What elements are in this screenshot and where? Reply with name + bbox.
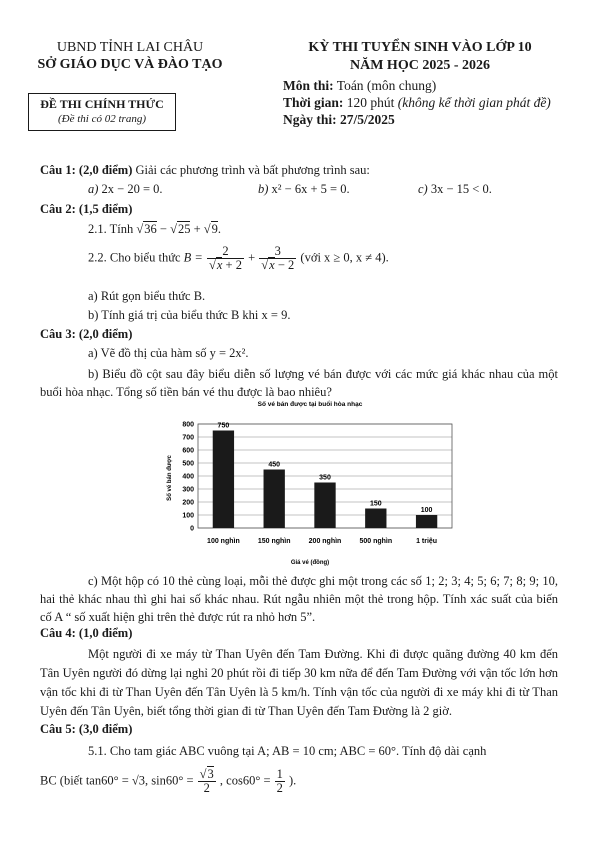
exam-title: KỲ THI TUYỂN SINH VÀO LỚP 10	[308, 40, 532, 55]
chart-x-tick-label: 100 nghìn	[207, 538, 240, 545]
question-3-label: Câu 3:	[40, 327, 76, 341]
question-5-points: (3,0 điểm)	[78, 722, 133, 736]
authority-name: UBND TỈNH LAI CHÂU	[56, 40, 204, 55]
subject-label: Môn thi:	[283, 78, 334, 93]
question-4-heading	[40, 626, 132, 641]
chart-x-tick-label: 150 nghìn	[257, 538, 291, 545]
chart-y-axis-title: Số vé bán được	[167, 455, 173, 501]
fraction-1: $\frac{2}{√x + 2}$	[208, 244, 242, 273]
chart-y-tick-label: 700	[182, 434, 194, 442]
question-1-text: Giải các phương trình và bất phương trình sau:	[135, 163, 370, 177]
question-1c-label: c)	[418, 182, 428, 196]
chart-y-tick-label: 0	[190, 525, 194, 533]
date-line	[283, 112, 395, 128]
question-2-1-prefix: 2.1. Tính	[88, 222, 134, 236]
chart-x-tick-label: 500 nghìn	[359, 538, 393, 545]
question-2-heading	[40, 202, 132, 217]
question-1b	[258, 182, 350, 197]
time-label: Thời gian:	[283, 95, 344, 110]
fraction-sin60: $\frac{√3}{2}$	[199, 767, 214, 796]
question-1-points: (2,0 điểm)	[78, 163, 133, 177]
chart-y-tick-label: 600	[182, 447, 194, 455]
time-value: 120 phút	[346, 95, 395, 110]
question-1b-label: b)	[258, 182, 269, 196]
question-1-heading	[40, 163, 370, 178]
department-name: SỞ GIÁO DỤC VÀ ĐÀO TẠO	[37, 57, 223, 72]
chart-x-tick-labels	[207, 538, 437, 545]
question-1-label: Câu 1:	[40, 163, 76, 177]
chart-y-tick-label: 200	[182, 499, 194, 507]
chart-x-tick-label: 1 triệu	[416, 538, 438, 545]
question-2-1-expr: √36 − √25 + √9.	[136, 222, 221, 236]
question-1c-expr: 3x − 15 < 0.	[430, 182, 492, 196]
question-5-1: 5.1. Cho tam giác ABC vuông tại A; AB = 10 cm; ABC = 60°. Tính độ dài cạnh	[88, 744, 487, 758]
question-2-points: (1,5 điểm)	[78, 202, 133, 216]
question-1a-expr: 2x − 20 = 0.	[101, 182, 163, 196]
official-exam-title: ĐỀ THI CHÍNH THỨC	[40, 97, 164, 111]
chart-y-tick-label: 300	[182, 486, 194, 494]
chart-y-tick-label: 500	[182, 460, 194, 468]
chart-bar	[314, 483, 335, 529]
chart-title: Số vé bán được tại buổi hòa nhạc	[257, 401, 363, 408]
expr-b-name: B =	[183, 250, 203, 265]
question-3-points: (2,0 điểm)	[78, 327, 133, 341]
chart-bar	[416, 515, 437, 528]
fraction-cos60: $\frac{1}{2}$	[276, 767, 283, 796]
question-3-a: a) Vẽ đồ thị của hàm số y = 2x².	[88, 346, 249, 360]
page-count-note: (Đề thi có 02 trang)	[58, 113, 146, 125]
question-1a	[88, 182, 163, 197]
official-exam-box	[28, 93, 176, 131]
question-4-text: Một người đi xe máy từ Than Uyên đến Tam Đường. Khi đi được quãng đường 40 km đến Tân Uyên người đó dừng lại nghỉ 20 phút rồi đi tiếp 30 km nữa để đến Tam Đường với vận tốc lớn hơn vận tốc khi đi từ Than Uyên đến Tân Uyên là 5 km/h. Tính vận tốc của người đi xe máy khi đi từ Than Uyên đến Tân Uyên, biết tổng thời gian đi từ Than Uyên đến Tam Đường là 2 giờ.	[40, 647, 558, 718]
question-4-label: Câu 4:	[40, 626, 76, 640]
question-3-c: c) Một hộp có 10 thẻ cùng loại, mỗi thẻ được ghi một trong các số 1; 2; 3; 4; 5; 6; 7; 8; 9; 10, hai thẻ khác nhau thì ghi hai số khác nhau. Rút ngẫu nhiên một thẻ trong hộp. Tính xác suất của biến cố A “ số xuất hiện ghi trên thẻ được rút ra nhỏ hơn 5”.	[40, 574, 558, 624]
chart-bar	[213, 431, 234, 529]
question-2-b: b) Tính giá trị của biểu thức B khi x = 9.	[88, 308, 291, 322]
chart-bar	[365, 509, 386, 529]
question-3-heading	[40, 327, 132, 342]
fraction-2: $\frac{3}{√x - 2}$	[261, 244, 295, 273]
subject-value: Toán (môn chung)	[336, 78, 437, 93]
question-1b-expr: x² − 6x + 5 = 0.	[271, 182, 350, 196]
question-4-points: (1,0 điểm)	[78, 626, 133, 640]
question-2-2-condition: (với x ≥ 0, x ≠ 4).	[300, 250, 389, 265]
question-1a-label: a)	[88, 182, 99, 196]
time-note: (không kể thời gian phát đề)	[397, 95, 551, 110]
question-2-2: 2.2. Cho biểu thức B = $\frac{2}{√x + 2}$ + $\frac{3}{√x - 2}$ (với x ≥ 0, x ≠ 4).	[88, 244, 389, 273]
question-5-label: Câu 5:	[40, 722, 76, 736]
question-5-1-line2	[40, 768, 296, 795]
date-value: 27/5/2025	[340, 112, 395, 127]
question-5-heading	[40, 722, 132, 737]
chart-data-label: 350	[319, 474, 331, 482]
chart-data-label: 150	[369, 500, 382, 508]
chart-data-label: 450	[268, 461, 281, 469]
chart-bar	[264, 470, 285, 529]
question-2-2-prefix: 2.2. Cho biểu thức	[88, 250, 181, 265]
chart-y-tick-label: 100	[182, 512, 194, 520]
question-5-1-line2-prefix: BC (biết tan60° = √3, sin60° =	[40, 773, 194, 788]
question-3-b: b) Biểu đồ cột sau đây biểu diễn số lượng vé bán được với các mức giá khác nhau của một buổi hòa nhạc. Tổng số tiền bán vé thu được là bao nhiêu?	[40, 367, 558, 399]
chart-x-tick-label: 200 nghìn	[308, 538, 342, 545]
date-label: Ngày thi:	[283, 112, 337, 127]
chart-y-tick-label: 800	[182, 421, 194, 429]
question-5-1-line2-mid: , cos60° =	[219, 773, 271, 788]
question-2-label: Câu 2:	[40, 202, 76, 216]
question-2-a: a) Rút gọn biểu thức B.	[88, 289, 206, 303]
ticket-sales-chart	[160, 398, 460, 570]
chart-y-tick-labels	[182, 422, 194, 533]
chart-data-label: 750	[217, 422, 230, 430]
question-2-1	[88, 222, 221, 237]
question-1c	[418, 182, 492, 197]
chart-x-axis-title: Giá vé (đồng)	[290, 560, 330, 566]
subject-line	[283, 78, 436, 94]
question-5-1-line2-end: ).	[289, 773, 297, 788]
time-line	[283, 95, 551, 111]
school-year: NĂM HỌC 2025 - 2026	[350, 58, 490, 73]
chart-data-label: 100	[420, 507, 433, 514]
chart-y-tick-label: 400	[182, 473, 194, 481]
